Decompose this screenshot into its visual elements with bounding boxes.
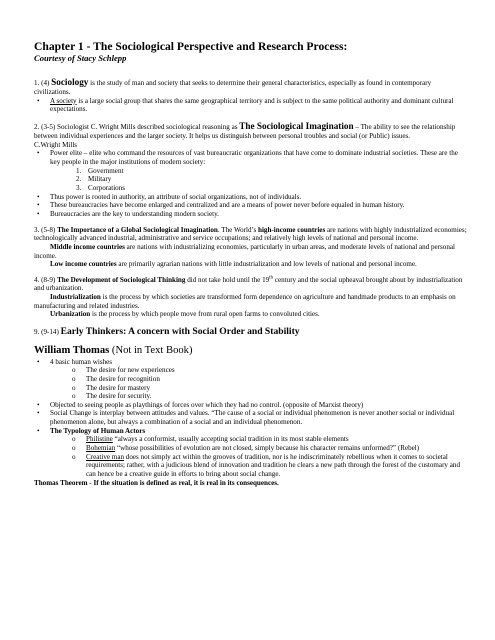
list-item: 3. Corporations — [76, 184, 126, 193]
mills-name: C.Wright Mills — [34, 140, 78, 149]
sociology-definition: 1. (4) Sociology is the study of man and society that seeks to determine their general characteristics, especially as found in contemporary civilizations. — [34, 76, 432, 97]
section-global-imagination — [34, 226, 469, 269]
thomas-theorem: Thomas Theorem - If the situation is defined as real, it is real in its consequences. — [34, 478, 279, 487]
list-item: • Social Change is interplay between attitudes and values. “The cause of a social or individual phenomenon is never another social or individual phenomenon alone, but always a combination of a social and an individual phenomenon. — [34, 409, 469, 426]
list-item: o Philistine “always a conformist, usually accepting social tradition in its most stable elements — [50, 435, 469, 444]
thinking-paragraph: 4. (8-9) The Development of Sociological Thinking did not take hold until the 19th century and the social upheaval brought about by industrialization and urbanization. — [34, 275, 463, 293]
section-sociology — [34, 77, 469, 114]
list-item: • The Typology of Human Actors o Philistine “always a conformist, usually accepting social tradition in its most stable elements o Bohemian “whose possibilities of evolution are not closed, simply because his character remains unformed?” (Rebel) o Creative man does not simply act within the grooves of tradition, nor is he indiscriminately rebellious when it comes to societal requirements; rather, with a judicious blend of innovation and tradition he clears a new path through the forest of the customary and can hence be a creative guide in efforts to bring about social change. — [34, 427, 469, 479]
imagination-definition: 2. (3-5) Sociologist C. Wright Mills described sociological reasoning as The Sociological Imagination – The ability to see the relationship between individual experiences and the larger society. It helps us distinguish between personal troubles and social (or Public) issues. — [34, 120, 456, 141]
list-item: 1. Government — [76, 166, 124, 175]
section-sociological-imagination — [34, 121, 469, 219]
list-item: o The desire for security. — [50, 392, 469, 401]
list-item: o Creative man does not simply act within the grooves of tradition, nor is he indiscriminately rebellious when it comes to societal requirements; rather, with a judicious blend of innovation and tradition he clears a new path through the forest of the customary and can hence be a creative guide in efforts to bring about social change. — [50, 453, 469, 479]
list-item: o The desire for mastery — [50, 384, 469, 393]
list-item: • 4 basic human wishes o The desire for new experiences o The desire for recognition o The desire for mastery o The desire for security. — [34, 358, 469, 401]
mills-bullets — [34, 149, 469, 218]
early-thinkers-heading: 9. (9-14) Early Thinkers: A concern with Social Order and Stability — [34, 325, 300, 337]
list-item: • A society is a large social group that shares the same geographical territory and is subject to the same political authority and dominant cultural expectations. — [34, 97, 469, 114]
wishes-list — [50, 366, 469, 401]
global-paragraph: 3. (5-8) The Importance of a Global Sociological Imagination. The World’s high-income countries are nations with highly industrialized economies; technologically advanced industrial, administrative and service occupations; and relatively high levels of national and personal income. — [34, 225, 467, 243]
list-item: 2. Military — [76, 175, 112, 184]
list-item: • These bureaucracies have become enlarged and centralized and are a means of power never before equaled in human history. — [34, 201, 469, 210]
thomas-bullets — [34, 358, 469, 479]
list-item: • Thus power is rooted in authority, an attribute of social organizations, not of individuals. — [34, 193, 469, 202]
society-link[interactable]: A society — [50, 96, 77, 105]
page-subtitle: Courtesy of Stacy Schlepp — [34, 53, 127, 64]
list-item: • Bureaucracies are the key to understanding modern society. — [34, 210, 469, 219]
sociology-bullets — [34, 97, 469, 114]
william-thomas-heading: William Thomas (Not in Text Book) — [34, 344, 193, 356]
section-sociological-thinking — [34, 276, 469, 319]
list-item: • Objected to seeing people as playthings of forces over which they had no control. (opposite of Marxist theory) — [34, 401, 469, 410]
industrialization-paragraph: Industrialization is the process by which societies are transformed form dependence on agriculture and handmade products to an emphasis on manufacturing and related industries. — [34, 293, 456, 310]
list-item: o Bohemian “whose possibilities of evolution are not closed, simply because his character remains unformed?” (Rebel) — [50, 444, 469, 453]
page-title: Chapter 1 - The Sociological Perspective and Research Process: — [34, 40, 348, 53]
list-item: • Power elite – elite who command the resources of vast bureaucratic organizations that have come to dominate industrial societies. These are the key people in the major institutions of modern society: 1. Government 2. Military 3. Corporations — [34, 149, 469, 192]
list-item: o The desire for recognition — [50, 375, 469, 384]
middle-income-paragraph: Middle income countries are nations with industrializing economies, particularly in urban areas, and moderate levels of national and personal income. — [34, 242, 456, 260]
low-income-paragraph: Low income countries are primarily agrarian nations with little industrialization and low levels of national and personal income. — [50, 260, 417, 269]
list-item: o The desire for new experiences — [50, 366, 469, 375]
institutions-list — [50, 167, 469, 193]
urbanization-paragraph: Urbanization is the process by which people move from rural open farms to convoluted cities. — [50, 310, 320, 319]
actors-list — [50, 435, 469, 478]
